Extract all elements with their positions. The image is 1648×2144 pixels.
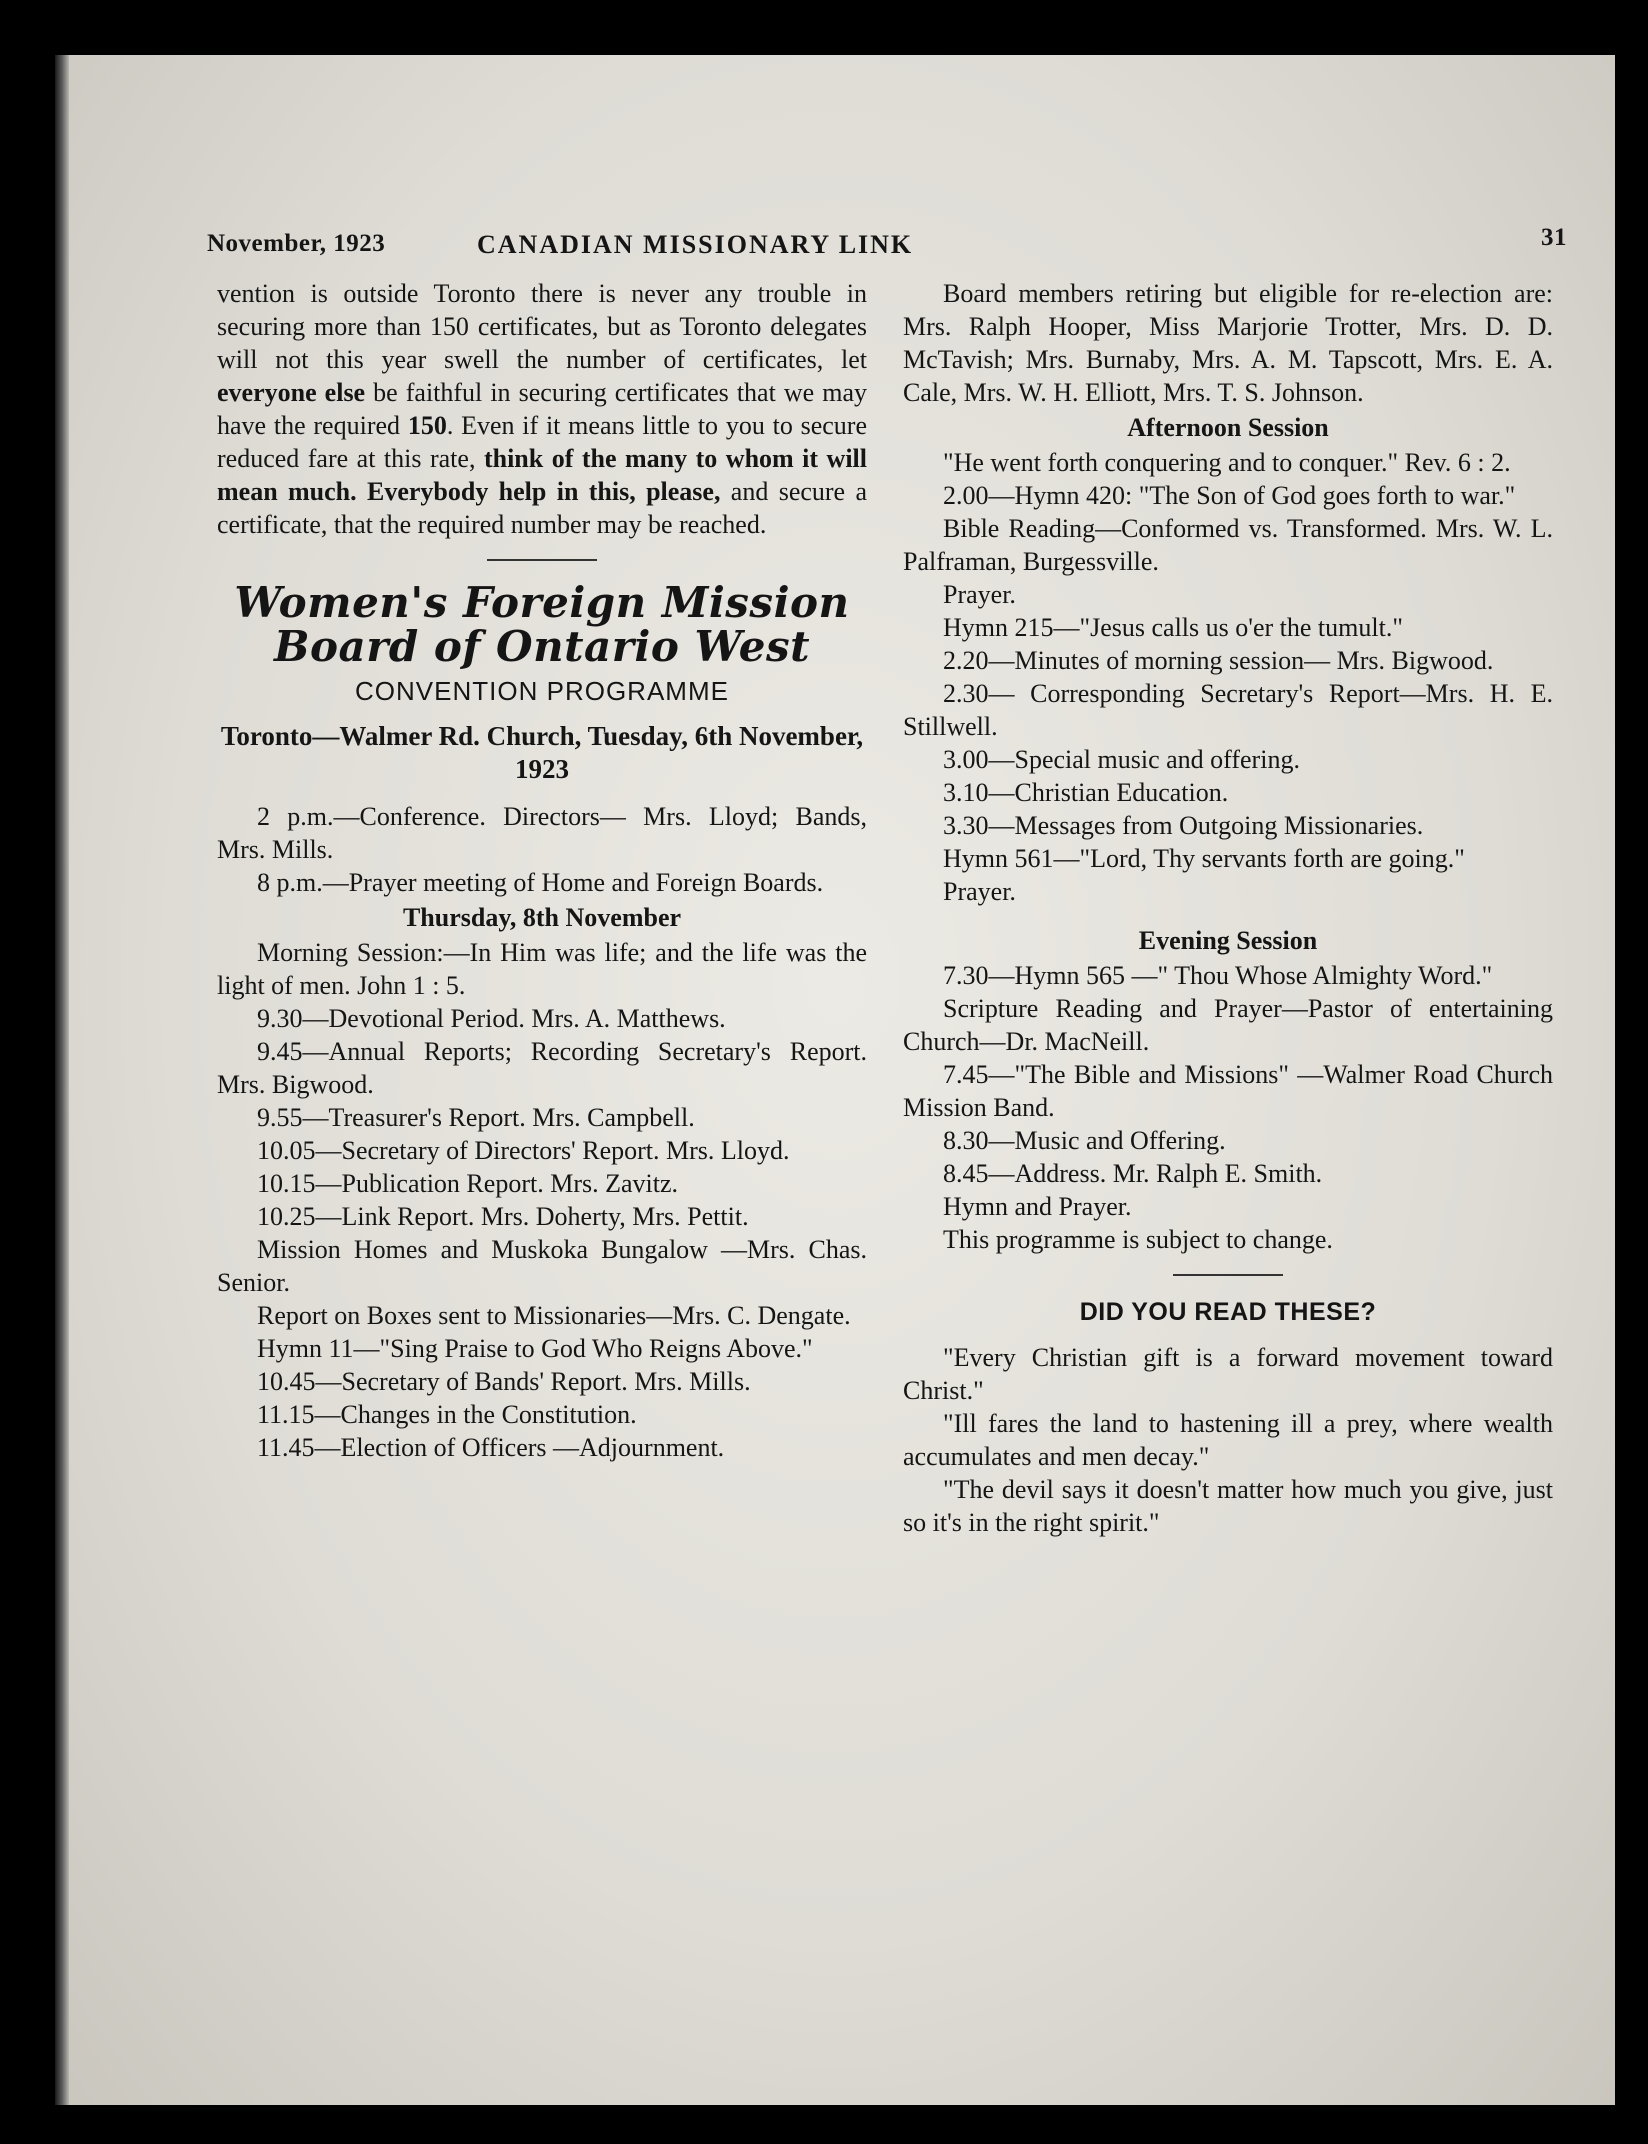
afternoon-item: 2.30— Corresponding Secretary's Report—Mrs. H. E. Stillwell.: [903, 679, 1553, 741]
divider-rule: [487, 559, 597, 561]
binding-edge: [55, 55, 69, 2105]
thursday-item: Mission Homes and Muskoka Bungalow —Mrs. Chas. Senior.: [217, 1235, 867, 1297]
magazine-page: [55, 55, 1615, 2105]
evening-item: 8.45—Address. Mr. Ralph E. Smith.: [943, 1159, 1323, 1188]
afternoon-item: 3.10—Christian Education.: [943, 778, 1229, 807]
header-title: CANADIAN MISSIONARY LINK: [477, 230, 914, 259]
afternoon-item: Hymn 561—"Lord, Thy servants forth are going.": [943, 844, 1465, 873]
thursday-item: Report on Boxes sent to Missionaries—Mrs. C. Dengate.: [257, 1301, 851, 1330]
afternoon-item: "He went forth conquering and to conquer." Rev. 6 : 2.: [943, 448, 1511, 477]
afternoon-item: 2.00—Hymn 420: "The Son of God goes forth to war.": [943, 481, 1516, 510]
quote: "Ill fares the land to hastening ill a prey, where wealth accumulates and men decay.": [903, 1409, 1553, 1471]
evening-item: Scripture Reading and Prayer—Pastor of entertaining Church—Dr. MacNeill.: [903, 994, 1553, 1056]
afternoon-item: Hymn 215—"Jesus calls us o'er the tumult.": [943, 613, 1403, 642]
tuesday-item: 2 p.m.—Conference. Directors— Mrs. Lloyd; Bands, Mrs. Mills.: [217, 802, 867, 864]
board-title-line-2: Board of Ontario West: [273, 622, 810, 671]
tuesday-item: 8 p.m.—Prayer meeting of Home and Foreign Boards.: [257, 868, 824, 897]
thursday-item: 10.45—Secretary of Bands' Report. Mrs. Mills.: [257, 1367, 751, 1396]
evening-heading: Evening Session: [1138, 926, 1318, 955]
page-number: 31: [1541, 224, 1567, 251]
right-column: [903, 277, 1553, 1539]
evening-item: This programme is subject to change.: [943, 1225, 1333, 1254]
thursday-item: 10.15—Publication Report. Mrs. Zavitz.: [257, 1169, 679, 1198]
thursday-heading: Thursday, 8th November: [402, 903, 682, 932]
intro-paragraph: vention is outside Toronto there is never any trouble in securing more than 150 certificates, but as Toronto delegates will not this year swell the number of certificates, let everyone else be faithful in securing certificates that we may have the required 150. Even if it means little to you to secure reduced fare at this rate, think of the many to whom it will mean much. Everybody help in this, please, and secure a certificate, that the required number may be reached.: [217, 279, 868, 539]
page-header: [207, 224, 1567, 270]
thursday-item: 9.30—Devotional Period. Mrs. A. Matthews.: [257, 1004, 726, 1033]
afternoon-heading: Afternoon Session: [1127, 413, 1329, 442]
quote: "The devil says it doesn't matter how much you give, just so it's in the right spirit.": [903, 1475, 1553, 1537]
programme-title: CONVENTION PROGRAMME: [355, 676, 729, 706]
afternoon-item: Bible Reading—Conformed vs. Transformed. Mrs. W. L. Palframan, Burgessville.: [903, 514, 1553, 576]
thursday-item: 11.15—Changes in the Constitution.: [257, 1400, 637, 1429]
board-title-line-1: Women's Foreign Mission: [234, 578, 850, 627]
evening-item: 7.30—Hymn 565 —" Thou Whose Almighty Word.": [943, 961, 1493, 990]
did-you-read-heading: DID YOU READ THESE?: [1079, 1298, 1377, 1326]
thursday-item: 10.25—Link Report. Mrs. Doherty, Mrs. Pettit.: [257, 1202, 749, 1231]
thursday-item: 10.05—Secretary of Directors' Report. Mrs. Lloyd.: [257, 1136, 790, 1165]
afternoon-item: 2.20—Minutes of morning session— Mrs. Bigwood.: [943, 646, 1494, 675]
left-column: [217, 277, 867, 1464]
afternoon-item: Prayer.: [943, 877, 1016, 906]
thursday-item: 9.55—Treasurer's Report. Mrs. Campbell.: [257, 1103, 695, 1132]
quote: "Every Christian gift is a forward movement toward Christ.": [903, 1343, 1553, 1405]
afternoon-item: 3.00—Special music and offering.: [943, 745, 1300, 774]
board-members-paragraph: Board members retiring but eligible for re-election are: Mrs. Ralph Hooper, Miss Marjorie Trotter, Mrs. D. D. McTavish; Mrs. Burnaby, Mrs. A. M. Tapscott, Mrs. E. A. Cale, Mrs. W. H. Elliott, Mrs. T. S. Johnson.: [903, 279, 1553, 407]
afternoon-item: Prayer.: [943, 580, 1016, 609]
evening-item: 7.45—"The Bible and Missions" —Walmer Road Church Mission Band.: [903, 1060, 1553, 1122]
header-date: November, 1923: [207, 230, 386, 257]
thursday-item: Morning Session:—In Him was life; and the life was the light of men. John 1 : 5.: [217, 938, 867, 1000]
evening-item: 8.30—Music and Offering.: [943, 1126, 1226, 1155]
location-heading: Toronto—Walmer Rd. Church, Tuesday, 6th November, 1923: [220, 721, 864, 784]
afternoon-item: 3.30—Messages from Outgoing Missionaries.: [943, 811, 1424, 840]
thursday-item: 11.45—Election of Officers —Adjournment.: [257, 1433, 725, 1462]
thursday-item: Hymn 11—"Sing Praise to God Who Reigns Above.": [257, 1334, 813, 1363]
divider-rule: [1173, 1274, 1283, 1276]
evening-item: Hymn and Prayer.: [943, 1192, 1132, 1221]
thursday-item: 9.45—Annual Reports; Recording Secretary's Report. Mrs. Bigwood.: [217, 1037, 867, 1099]
